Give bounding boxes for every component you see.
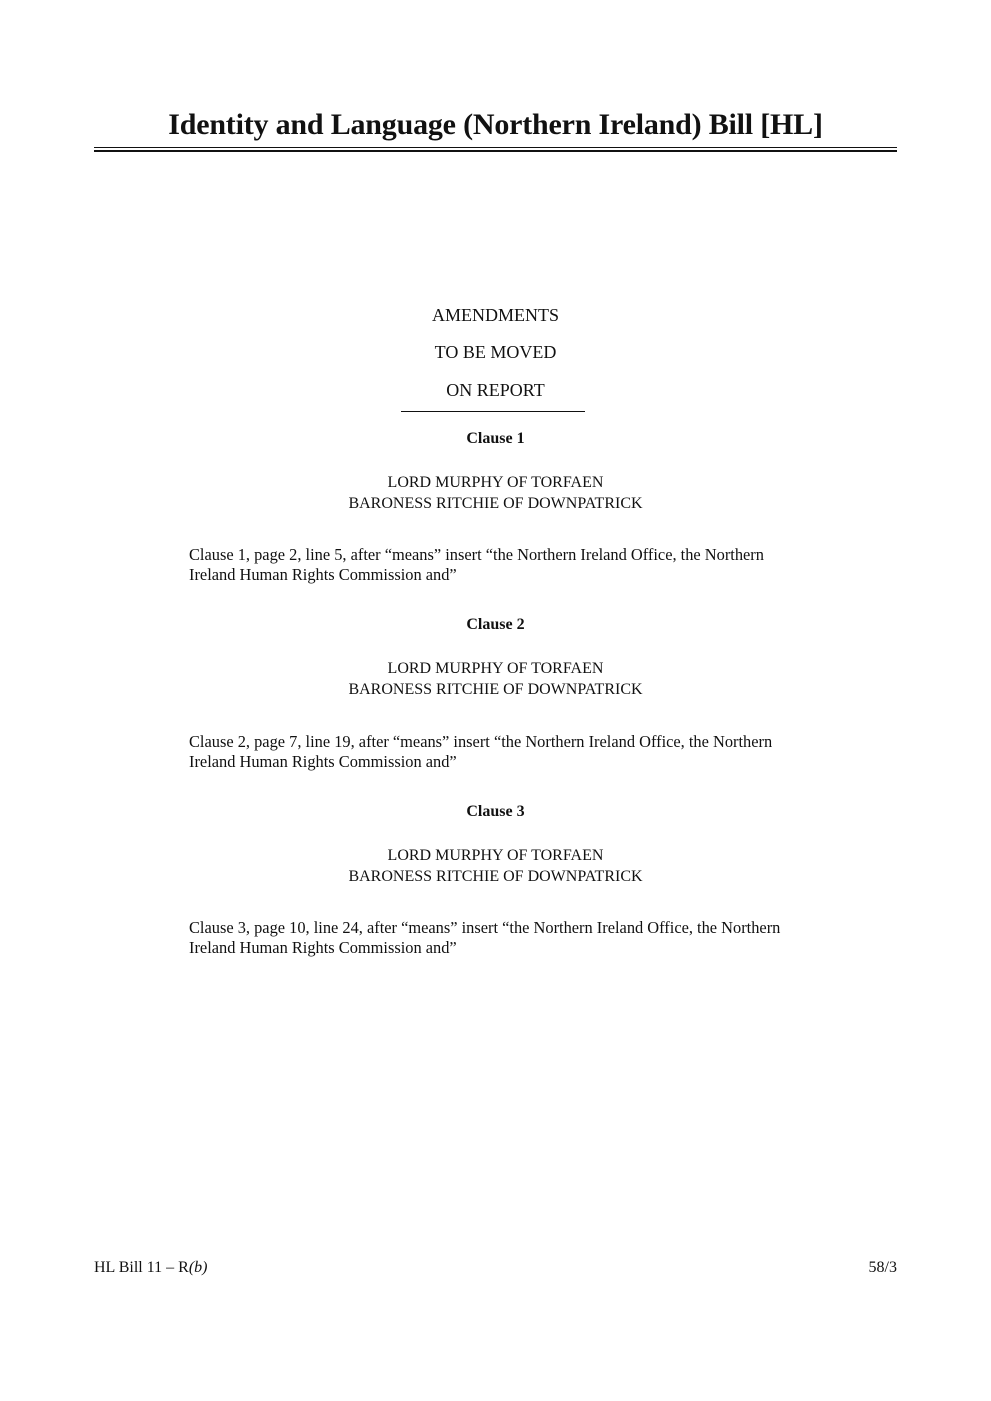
amendment-text-line: Clause 1, page 2, line 5, after “means” insert “the Northern Ireland Office, the Northern — [189, 545, 764, 564]
clause-1-sponsors — [0, 472, 991, 514]
sponsor-name: BARONESS RITCHIE OF DOWNPATRICK — [348, 495, 643, 512]
header-line-to-be-moved: TO BE MOVED — [434, 342, 557, 362]
sponsor-name: LORD MURPHY OF TORFAEN — [387, 847, 604, 864]
clause-3-sponsors — [0, 845, 991, 887]
clause-1-amendment — [189, 545, 899, 585]
clause-2-amendment — [189, 732, 899, 772]
clause-2-sponsors — [0, 658, 991, 700]
sponsor-name: BARONESS RITCHIE OF DOWNPATRICK — [348, 868, 643, 885]
clause-2-heading: Clause 2 — [466, 616, 525, 633]
sponsor-name: LORD MURPHY OF TORFAEN — [387, 660, 604, 677]
sponsor-name: BARONESS RITCHIE OF DOWNPATRICK — [348, 681, 643, 698]
amendment-text-line: Clause 2, page 7, line 19, after “means” insert “the Northern Ireland Office, the Northern — [189, 732, 773, 751]
footer-bill-reference — [94, 1259, 207, 1277]
title-rule-thick — [94, 150, 897, 152]
clause-3-heading: Clause 3 — [466, 803, 525, 820]
footer-page-reference: 58/3 — [868, 1259, 897, 1276]
clause-1-heading: Clause 1 — [466, 430, 525, 447]
sponsor-name: LORD MURPHY OF TORFAEN — [387, 474, 604, 491]
bill-title: Identity and Language (Northern Ireland) Bill [HL] — [168, 108, 823, 141]
amendment-text-line: Ireland Human Rights Commission and” — [189, 938, 457, 957]
amendment-text-line: Ireland Human Rights Commission and” — [189, 752, 457, 771]
title-rule-thin — [94, 147, 897, 148]
amendment-text-line: Clause 3, page 10, line 24, after “means” insert “the Northern Ireland Office, the Northern — [189, 918, 781, 937]
header-line-on-report: ON REPORT — [446, 380, 545, 400]
header-line-amendments: AMENDMENTS — [431, 305, 559, 325]
bill-ref-prefix: HL Bill 11 – R — [94, 1259, 189, 1276]
clause-3-amendment — [189, 918, 899, 958]
bill-ref-suffix: (b) — [188, 1259, 208, 1276]
amendment-text-line: Ireland Human Rights Commission and” — [189, 565, 457, 584]
header-rule — [401, 411, 585, 412]
